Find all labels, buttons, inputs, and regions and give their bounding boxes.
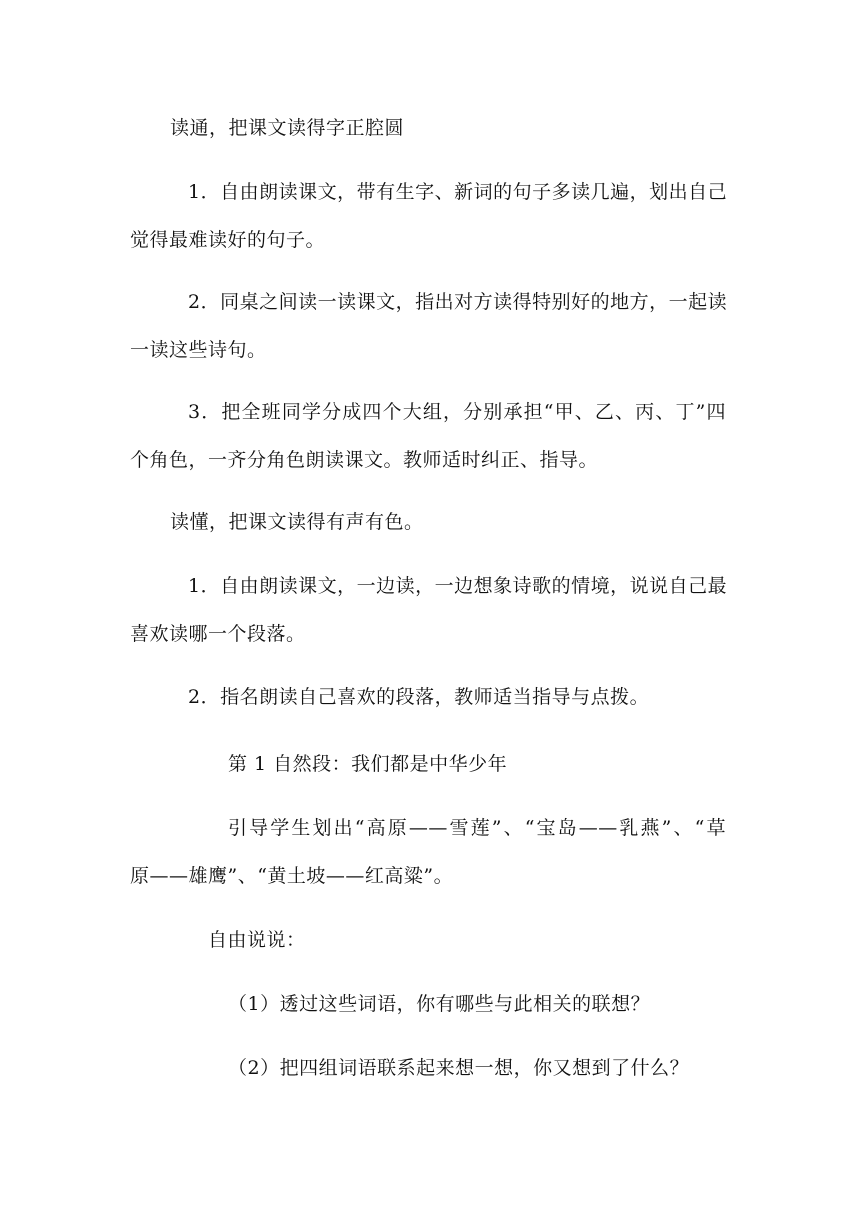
list-item-line: 3．把全班同学分成四个大组，分别承担“甲、乙、丙、丁”四 (188, 401, 726, 423)
section-heading-read-understand: 读懂，把课文读得有声有色。 (170, 511, 424, 533)
free-talk-label: 自由说说： (208, 929, 306, 951)
list-item-line: 喜欢读哪一个段落。 (130, 623, 306, 645)
list-item-line: 觉得最难读好的句子。 (130, 229, 326, 251)
list-item-line: 1．自由朗读课文，带有生字、新词的句子多读几遍，划出自己 (188, 181, 728, 203)
guide-text-line: 引导学生划出“高原——雪莲”、“宝岛——乳燕”、“草 (228, 817, 726, 839)
list-item-line: 一读这些诗句。 (130, 339, 267, 361)
paragraph-label: 第 1 自然段：我们都是中华少年 (228, 753, 508, 775)
guide-text-line: 原——雄鹰”、“黄土坡——红高粱”。 (130, 865, 454, 887)
list-item-line: 2．指名朗读自己喜欢的段落，教师适当指导与点拨。 (188, 686, 650, 708)
question-item: （2）把四组词语联系起来想一想，你又想到了什么？ (228, 1057, 690, 1079)
list-item-line: 1．自由朗读课文，一边读，一边想象诗歌的情境，说说自己最 (188, 575, 728, 597)
question-item: （1）透过这些词语，你有哪些与此相关的联想？ (228, 993, 651, 1015)
section-heading-read-through: 读通，把课文读得字正腔圆 (170, 117, 405, 139)
list-item-line: 个角色，一齐分角色朗读课文。教师适时纠正、指导。 (130, 449, 599, 471)
list-item-line: 2．同桌之间读一读课文，指出对方读得特别好的地方，一起读 (188, 291, 728, 313)
